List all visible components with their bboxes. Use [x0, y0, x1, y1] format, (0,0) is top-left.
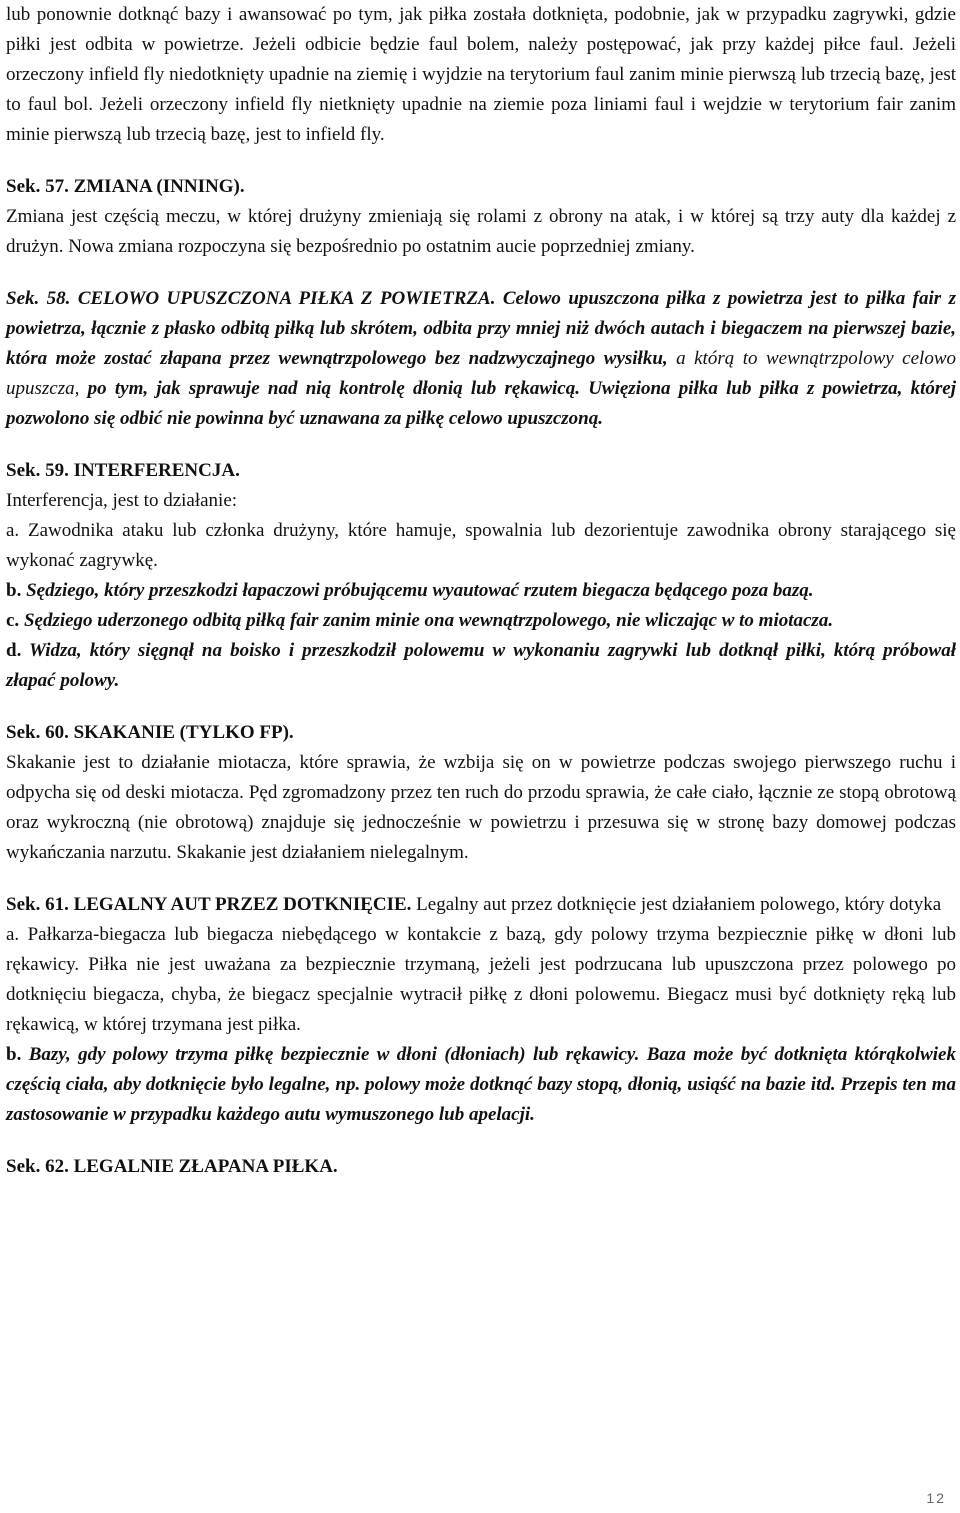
- section-60-heading: Sek. 60. SKAKANIE (TYLKO FP).: [6, 722, 294, 743]
- section-59-intro: Interferencja, jest to działanie:: [6, 490, 238, 511]
- section-61-intro: [6, 890, 956, 920]
- section-61-item-a: a. Pałkarza-biegacza lub biegacza niebędącego w kontakcie z bazą, gdy polowy trzyma bezpiecznie piłkę w dłoni lub rękawicy. Piłka nie jest uważana za bezpiecznie trzymaną, jeżeli jest podrzucana lub upuszczona przez polowego po dotknięciu biegacza, chyba, że biegacz specjalnie wytracił piłkę z dłoni polowemu. Biegacz musi być dotknięty ręką lub rękawicą, w której trzymana jest piłka.: [6, 924, 956, 1035]
- section-59-heading: Sek. 59. INTERFERENCJA.: [6, 460, 240, 481]
- page-number: 12: [926, 1490, 946, 1506]
- section-59-item-b: [6, 576, 956, 606]
- item-c-label: c.: [6, 610, 20, 631]
- section-58-text-3: po tym, jak sprawuje nad nią kontrolę dłonią lub rękawicą. Uwięziona piłka lub piłka z powietrza, której pozwolono się odbić nie powinna być uznawana za piłkę celowo upuszczoną.: [6, 378, 956, 429]
- item-d-label: d.: [6, 640, 22, 661]
- document-page: [6, 0, 956, 1182]
- section-57-heading: Sek. 57. ZMIANA (INNING).: [6, 176, 245, 197]
- item-b-label: b.: [6, 1044, 22, 1065]
- intro-paragraph: lub ponownie dotknąć bazy i awansować po tym, jak piłka została dotknięta, podobnie, jak w przypadku zagrywki, gdzie piłki jest odbita w powietrze. Jeżeli odbicie będzie faul bolem, należy postępować, jak przy każdej piłce faul. Jeżeli orzeczony infield fly niedotknięty upadnie na ziemię i wyjdzie na terytorium faul zanim minie pierwszą lub trzecią bazę, jest to faul bol. Jeżeli orzeczony infield fly nietknięty upadnie na ziemie poza liniami faul i wejdzie w terytorium fair zanim minie pierwszą lub trzecią bazę, jest to infield fly.: [6, 4, 956, 145]
- item-c-text: Sędziego uderzonego odbitą piłką fair zanim minie ona wewnątrzpolowego, nie wliczając w to miotacza.: [19, 610, 834, 631]
- section-58-heading: Sek. 58. CELOWO UPUSZCZONA PIŁKA Z POWIETRZA.: [6, 288, 496, 309]
- item-b-label: b.: [6, 580, 22, 601]
- section-60-body: Skakanie jest to działanie miotacza, które sprawia, że wzbija się on w powietrze podczas swojego pierwszego ruchu i odpycha się od deski miotacza. Pęd zgromadzony przez ten ruch do przodu sprawia, że całe ciało, łącznie ze stopą obrotową oraz wykroczną (nie obrotową) znajduje się jednocześnie w powietrzu i przesuwa się w stronę bazy domowej podczas wykańczania narzutu. Skakanie jest działaniem nielegalnym.: [6, 752, 956, 863]
- section-61-heading: Sek. 61. LEGALNY AUT PRZEZ DOTKNIĘCIE.: [6, 894, 412, 915]
- item-b-text: Sędziego, który przeszkodzi łapaczowi próbującemu wyautować rzutem biegacza będącego poza bazą.: [21, 580, 814, 601]
- section-59-item-d: [6, 636, 956, 696]
- item-d-text: Widza, który sięgnął na boisko i przeszkodził polowemu w wykonaniu zagrywki lub dotknął piłki, którą próbował złapać polowy.: [6, 640, 956, 691]
- section-61-intro-text: Legalny aut przez dotknięcie jest działaniem polowego, który dotyka: [411, 894, 942, 915]
- section-62-heading: Sek. 62. LEGALNIE ZŁAPANA PIŁKA.: [6, 1156, 338, 1177]
- section-57-body: Zmiana jest częścią meczu, w której drużyny zmieniają się rolami z obrony na atak, i w której są trzy auty dla każdej z drużyn. Nowa zmiana rozpoczyna się bezpośrednio po ostatnim aucie poprzedniej zmiany.: [6, 206, 956, 257]
- section-58-text-2: a którą to wewnątrzpolowy celowo upuszcza,: [6, 348, 956, 399]
- section-59-item-a: a. Zawodnika ataku lub członka drużyny, które hamuje, spowalnia lub dezorientuje zawodnika obrony starającego się wykonać zagrywkę.: [6, 520, 956, 571]
- section-59-item-c: [6, 606, 956, 636]
- item-b-text: Bazy, gdy polowy trzyma piłkę bezpiecznie w dłoni (dłoniach) lub rękawicy. Baza może być dotknięta którąkolwiek częścią ciała, aby dotknięcie było legalne, np. polowy może dotknąć bazy stopą, dłonią, usiąść na bazie itd. Przepis ten ma zastosowanie w przypadku każdego autu wymuszonego lub apelacji.: [6, 1044, 956, 1125]
- section-58-paragraph: [6, 284, 956, 434]
- section-58-text-1: Celowo upuszczona piłka z powietrza jest to piłka fair z powietrza, łącznie z płasko odbitą piłką lub skrótem, odbita przy mniej niż dwóch autach i biegaczem na pierwszej bazie, która może zostać złapana przez wewnątrzpolowego bez nadzwyczajnego wysiłku,: [6, 288, 956, 369]
- section-61-item-b: [6, 1040, 956, 1130]
